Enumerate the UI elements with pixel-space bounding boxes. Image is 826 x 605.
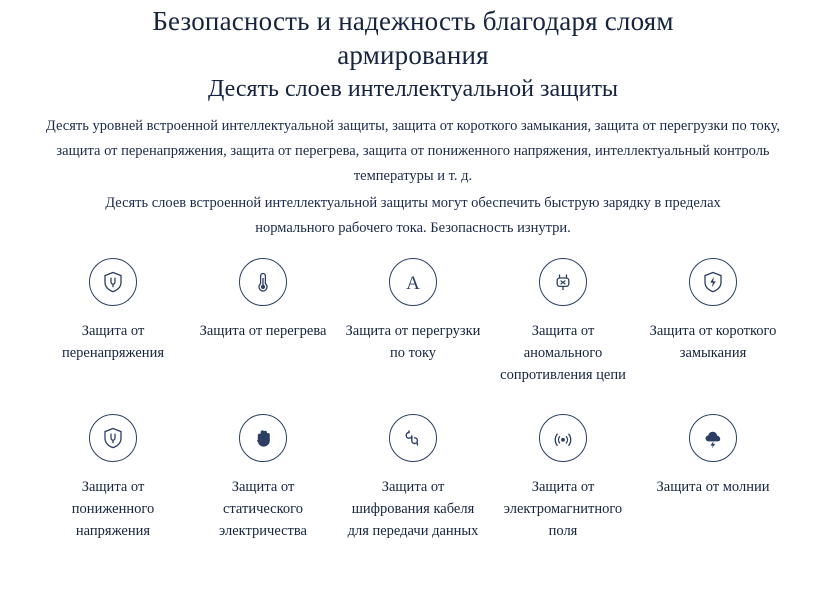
feature-label: Защита от перенапряжения: [61, 323, 165, 361]
title-block: [0, 0, 826, 104]
description-paragraph-2: Десять слоев встроенной интеллектуальной защиты могут обеспечить быструю зарядку в пределах нормального рабочего тока. Безопасность изнутри.: [105, 195, 721, 236]
description-paragraph-1: Десять уровней встроенной интеллектуальной защиты, защита от короткого замыкания, защита от перегрузки по току, защита от перенапряжения, защита от перегрева, защита от пониженного напряжения, интеллектуальный контроль температуры и т. д.: [45, 118, 781, 184]
thermometer-overheat-icon: [239, 258, 287, 306]
feature-label: Защита от шифрования кабеля для передачи данных: [347, 479, 479, 539]
shield-short-circuit-icon: [689, 258, 737, 306]
feature-label: Защита от статического электричества: [219, 479, 307, 539]
hand-static-electricity-icon: [239, 414, 287, 462]
page-title: Безопасность и надежность благодаря слоям армирования: [152, 6, 674, 70]
feature-item: [488, 414, 638, 542]
svg-text:A: A: [406, 273, 420, 294]
shield-undervoltage-icon: [89, 414, 137, 462]
feature-label: Защита от электромагнитного поля: [503, 479, 623, 539]
ampere-overcurrent-icon: [389, 258, 437, 306]
cloud-lightning-icon: [689, 414, 737, 462]
feature-label: Защита от перегрева: [199, 323, 327, 339]
feature-item: [38, 414, 188, 542]
shield-overvoltage-icon: [89, 258, 137, 306]
feature-item: [188, 258, 338, 342]
feature-item: [338, 414, 488, 542]
electromagnetic-field-icon: [539, 414, 587, 462]
feature-item: [338, 258, 488, 364]
plug-abnormal-resistance-icon: [539, 258, 587, 306]
feature-item: [38, 258, 188, 364]
page-subtitle: Десять слоев интеллектуальной защиты: [207, 76, 619, 102]
cable-encryption-icon: [389, 414, 437, 462]
features-row-1: [0, 258, 826, 386]
feature-label: Защита от пониженного напряжения: [71, 479, 155, 539]
feature-item: [188, 414, 338, 542]
feature-item: [488, 258, 638, 386]
feature-item: [638, 258, 788, 364]
feature-label: Защита от аномального сопротивления цепи: [500, 323, 626, 383]
feature-item: [638, 414, 788, 498]
features-grid: [0, 258, 826, 542]
feature-label: Защита от молнии: [656, 479, 770, 495]
features-row-2: [0, 414, 826, 542]
feature-label: Защита от перегрузки по току: [345, 323, 481, 361]
feature-label: Защита от короткого замыкания: [649, 323, 777, 361]
